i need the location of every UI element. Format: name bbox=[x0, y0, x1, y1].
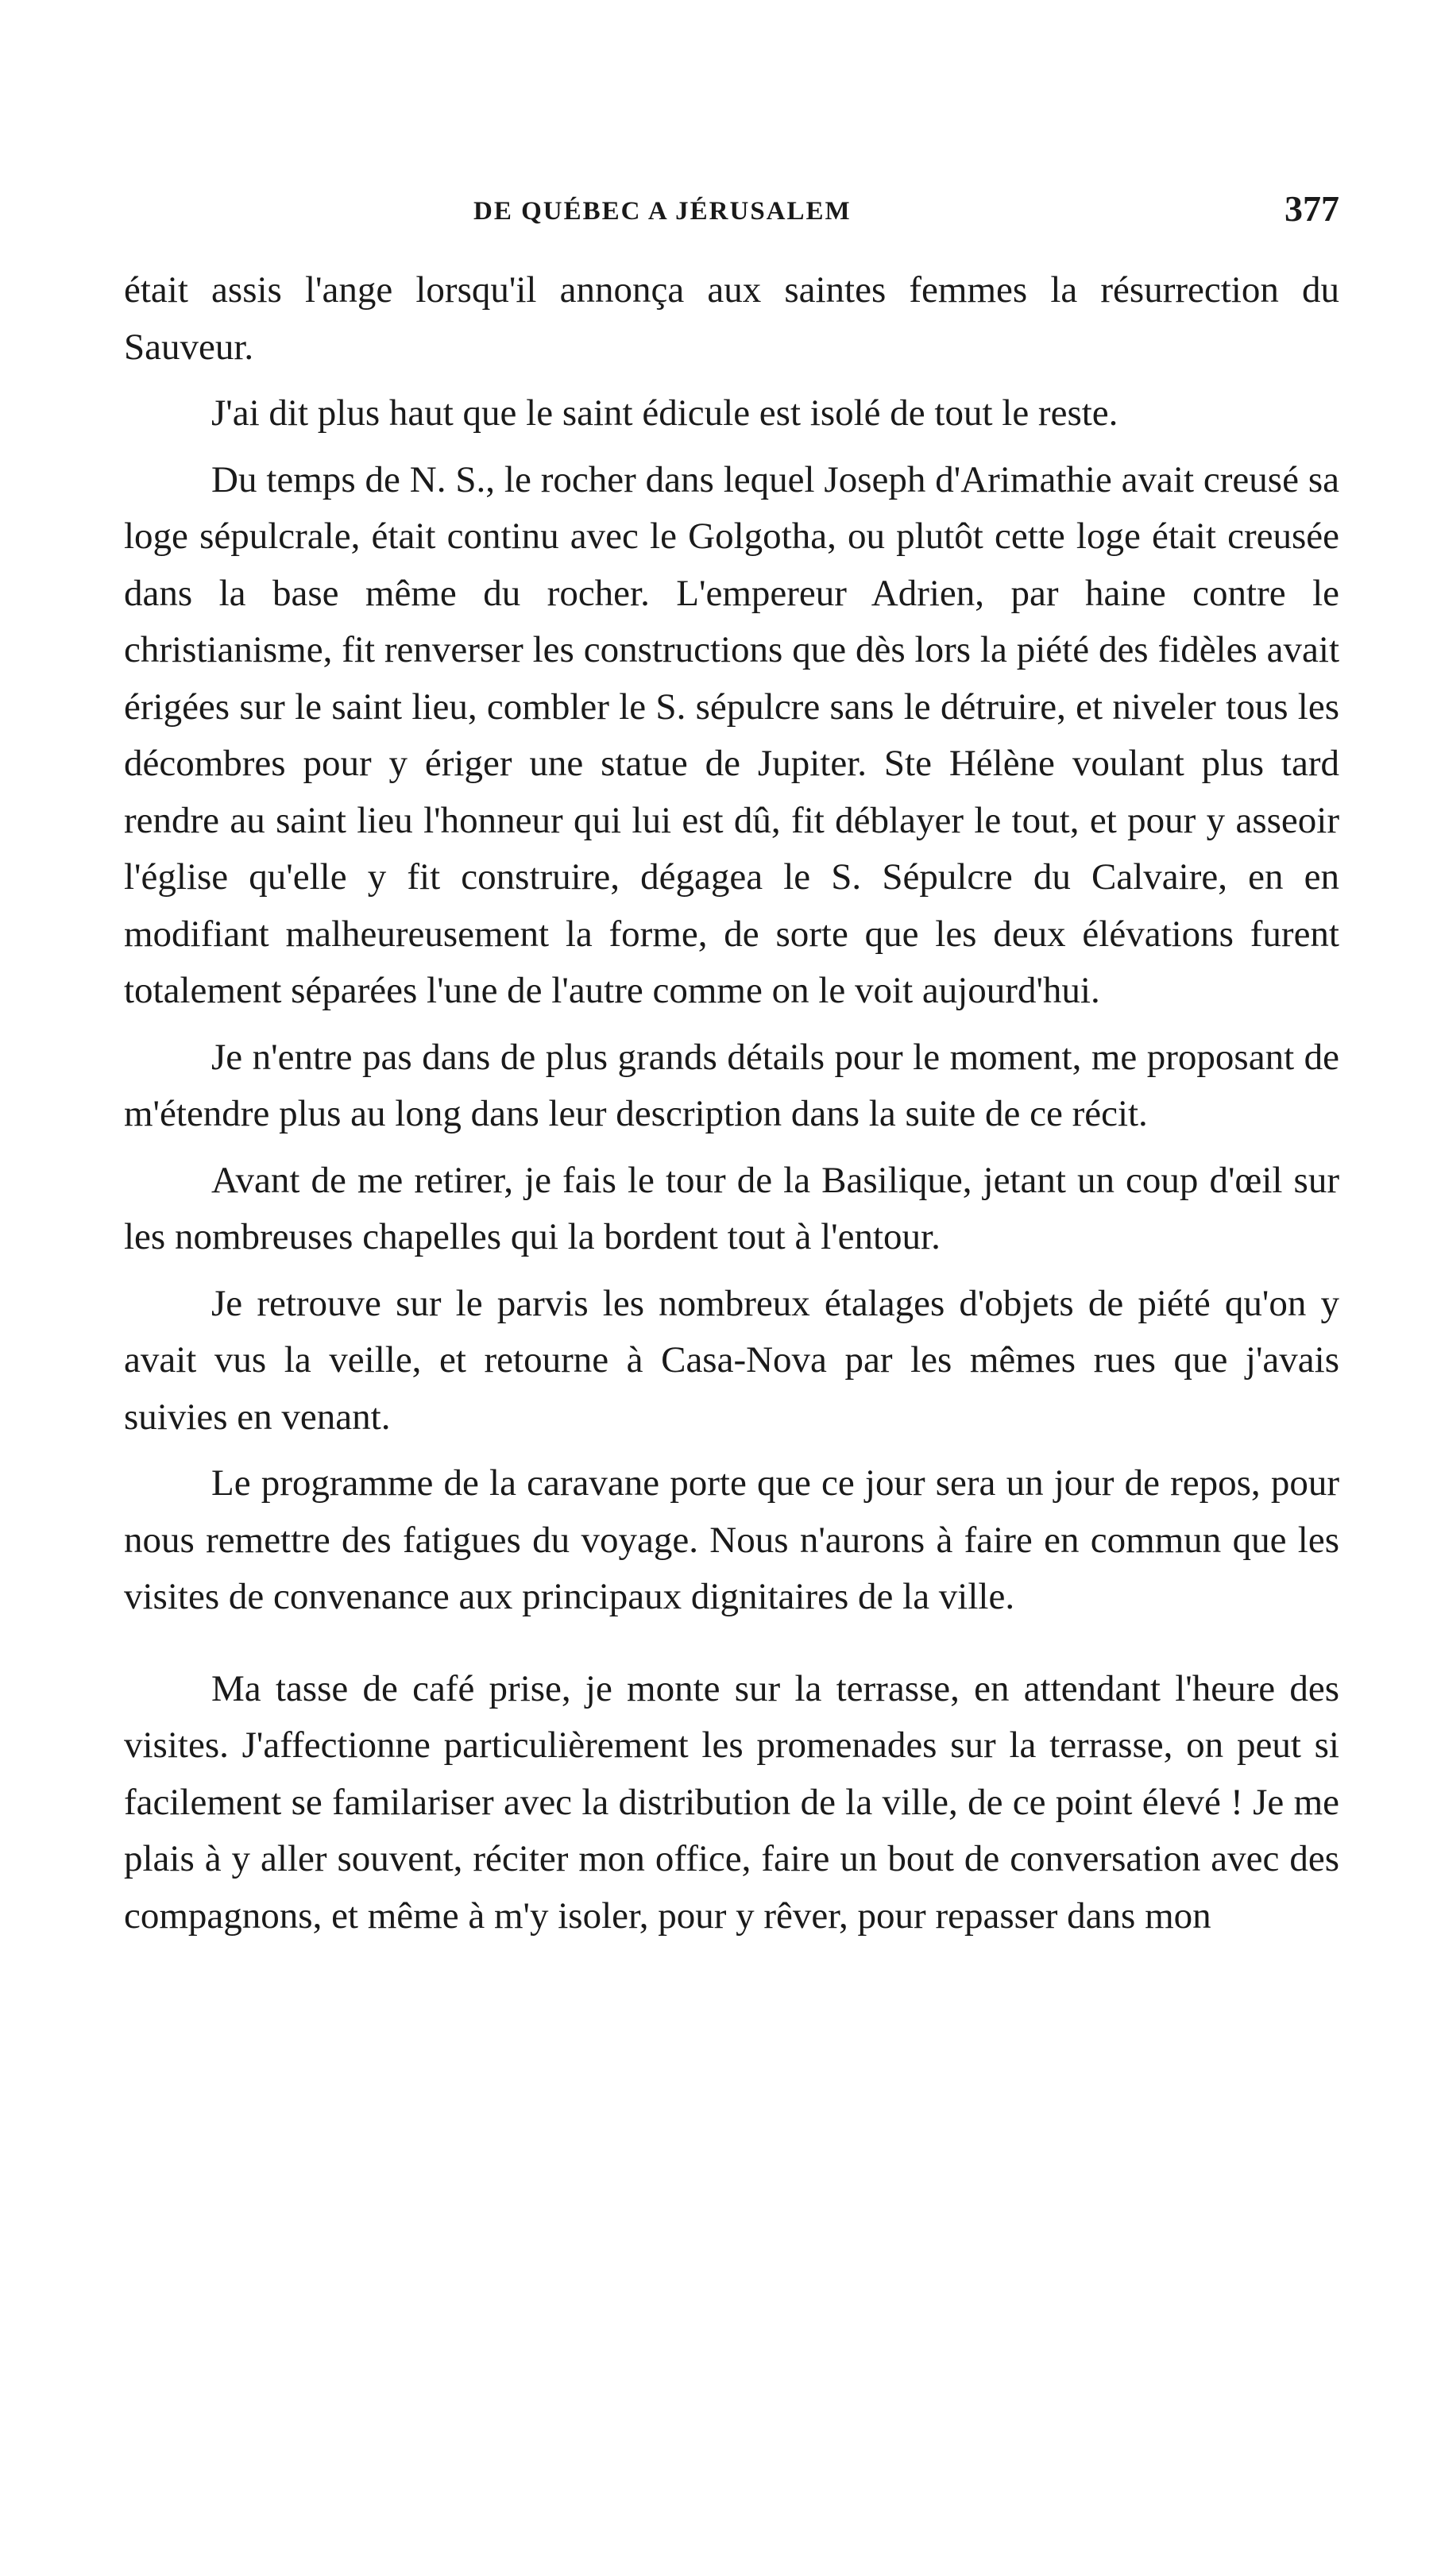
body-text bbox=[124, 262, 1339, 1945]
paragraph-5: Avant de me retirer, je fais le tour de la Basilique, jetant un coup d'œil sur les nombreuses chapelles qui la bordent tout à l'entour. bbox=[124, 1159, 1339, 1257]
page-number: 377 bbox=[1285, 188, 1339, 229]
paragraph-7: Le programme de la caravane porte que ce jour sera un jour de repos, pour nous remettre des fatigues du voyage. Nous n'aurons à faire en commun que les visites de convenance aux principaux dignitaires de la ville. bbox=[124, 1462, 1339, 1617]
paragraph-1: était assis l'ange lorsqu'il annonça aux saintes femmes la résurrection du Sauveur. bbox=[124, 269, 1339, 368]
paragraph-8: Ma tasse de café prise, je monte sur la terrasse, en attendant l'heure des visites. J'affectionne particulièrement les promenades sur la terrasse, on peut si facilement se familariser avec la distribution de la ville, de ce point élevé ! Je me plais à y aller souvent, réciter mon office, faire un bout de conversation avec des compagnons, et même à m'y isoler, pour y rêver, pour repasser dans mon bbox=[124, 1667, 1339, 1937]
paragraph-3: Du temps de N. S., le rocher dans lequel Joseph d'Arimathie avait creusé sa loge sépulcrale, était continu avec le Golgotha, ou plutôt cette loge était creusée dans la base même du rocher. L'empereur Adrien, par haine contre le christianisme, fit renverser les constructions que dès lors la piété des fidèles avait érigées sur le saint lieu, combler le S. sépulcre sans le détruire, et niveler tous les décombres pour y ériger une statue de Jupiter. Ste Hélène voulant plus tard rendre au saint lieu l'honneur qui lui est dû, fit déblayer le tout, et pour y asseoir l'église qu'elle y fit construire, dégagea le S. Sépulcre du Calvaire, en en modifiant malheureusement la forme, de sorte que les deux élévations furent totalement séparées l'une de l'autre comme on le voit aujourd'hui. bbox=[124, 458, 1339, 1011]
paragraph-2: J'ai dit plus haut que le saint édicule est isolé de tout le reste. bbox=[211, 392, 1118, 434]
paragraph-6: Je retrouve sur le parvis les nombreux étalages d'objets de piété qu'on y avait vus la veille, et retourne à Casa-Nova par les mêmes rues que j'avais suivies en venant. bbox=[124, 1282, 1339, 1438]
page-header bbox=[124, 187, 1339, 235]
running-title: DE QUÉBEC A JÉRUSALEM bbox=[473, 197, 852, 226]
paragraph-4: Je n'entre pas dans de plus grands détails pour le moment, me proposant de m'étendre plus au long dans leur description dans la suite de ce récit. bbox=[124, 1036, 1339, 1134]
